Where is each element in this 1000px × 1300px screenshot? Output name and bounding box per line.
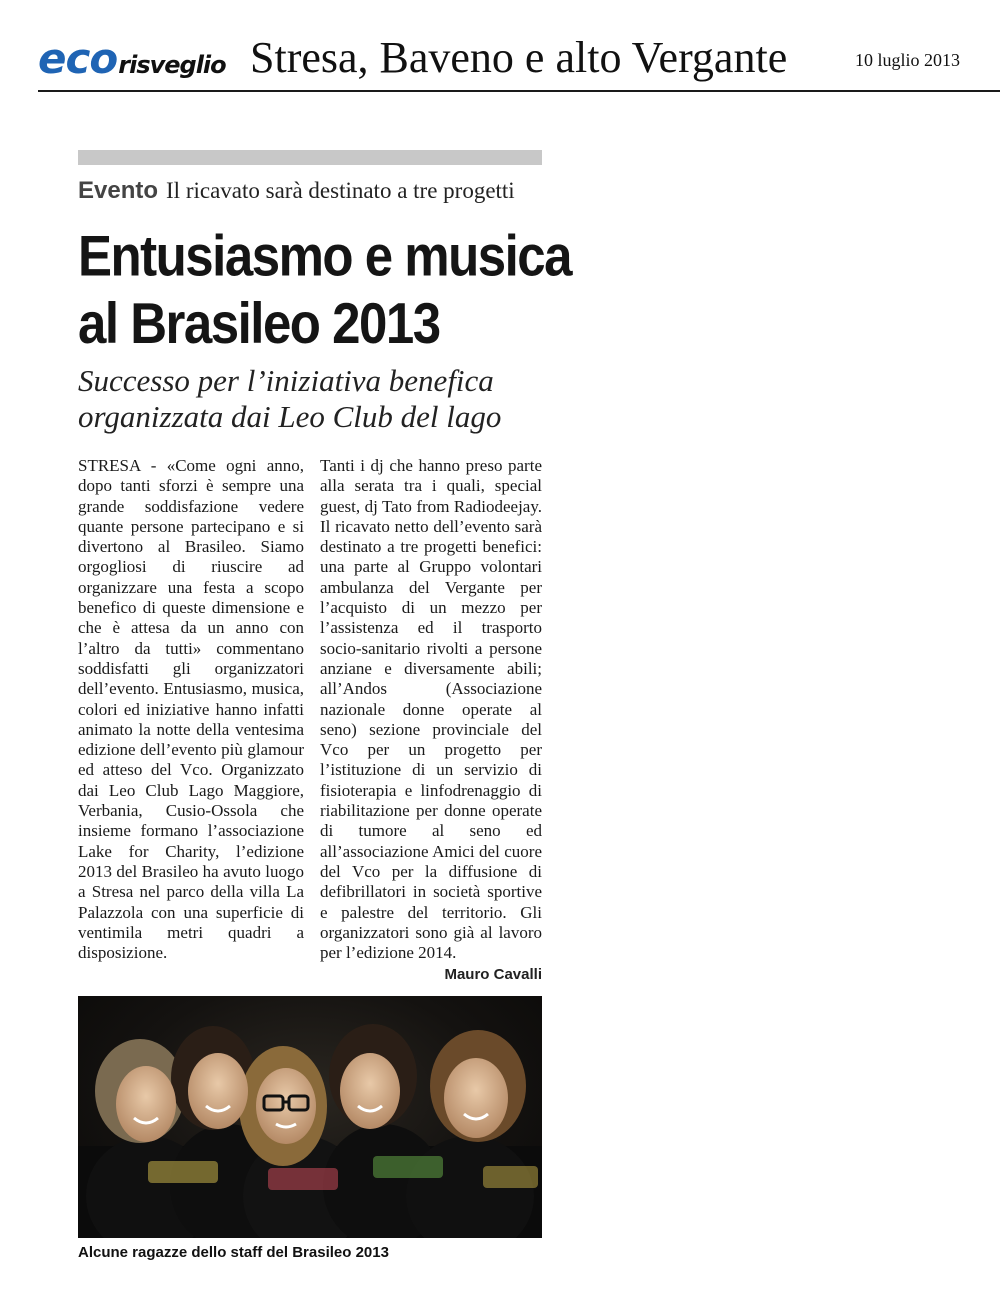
byline: Mauro Cavalli (444, 966, 542, 984)
body-column-right-text: Tanti i dj che hanno preso parte alla serata tra i quali, special guest, dj Tato from Radiodeejay. Il ricavato netto dell’evento sarà destinato a tre progetti benefici: una parte al Gruppo volontari ambulanza del Vergante per l’acquisto di un mezzo per l’assistenza ed il trasporto socio-sanitario rivolti a persone anziane e diversamente abili; all’Andos (Associazione nazionale donne operate al seno) sezione provinciale del Vco per un progetto per l’istituzione di un servizio di fisioterapia e linfodrenaggio di riabilitazione per donne operate di tumore al seno ed all’associazione Amici del cuore del Vco per la diffusione di defibrillatori in società sportive e palestre del territorio. Gli organizzatori sono già al lavoro per l’edizione 2014. (320, 456, 542, 963)
headline (78, 223, 572, 357)
subhead-line-1: Successo per l’iniziativa benefica (78, 363, 494, 398)
subhead-line-2: organizzata dai Leo Club del lago (78, 399, 502, 434)
kicker-tag: Evento (78, 177, 159, 204)
headline-line-2: al Brasileo 2013 (78, 291, 440, 356)
subheadline (78, 363, 542, 435)
photo-caption: Alcune ragazze dello staff del Brasileo 2013 (78, 1244, 389, 1261)
kicker-text: Il ricavato sarà destinato a tre progetti (166, 178, 515, 203)
masthead-rule (38, 90, 1000, 92)
photo-illustration (78, 996, 542, 1238)
masthead (38, 26, 1000, 90)
logo-eco: eco (38, 34, 118, 83)
gray-band (78, 150, 542, 165)
staff-photo (78, 996, 542, 1238)
article-header (78, 150, 572, 435)
kicker (78, 177, 542, 207)
section-title: Stresa, Baveno e alto Vergante (250, 33, 788, 82)
body-column-left: STRESA - «Come ogni anno, dopo tanti sforzi è sempre una grande soddisfazione vedere quante persone partecipano e si divertono al Brasileo. Siamo orgogliosi di riuscire ad organizzare una festa a scopo benefico di queste dimensione e che è attesa da un anno con l’altro da tutti» commentano soddisfatti gli organizzatori dell’evento. Entusiasmo, musica, colori ed iniziative hanno infatti animato la notte della ventesima edizione dell’evento più glamour ed atteso del Vco. Organizzato dai Leo Club Lago Maggiore, Verbania, Cusio-Ossola che insieme formano l’associazione Lake for Charity, l’edizione 2013 del Brasileo ha avuto luogo a Stresa nel parco della villa La Palazzola con una superficie di ventimila metri quadri a disposizione. (78, 456, 304, 963)
publication-date: 10 luglio 2013 (855, 50, 961, 70)
article-body (78, 456, 542, 986)
body-column-right (320, 456, 542, 986)
headline-line-1: Entusiasmo e musica (78, 224, 572, 288)
logo-risveglio: risveglio (118, 51, 226, 79)
eco-risveglio-logo (38, 34, 226, 84)
